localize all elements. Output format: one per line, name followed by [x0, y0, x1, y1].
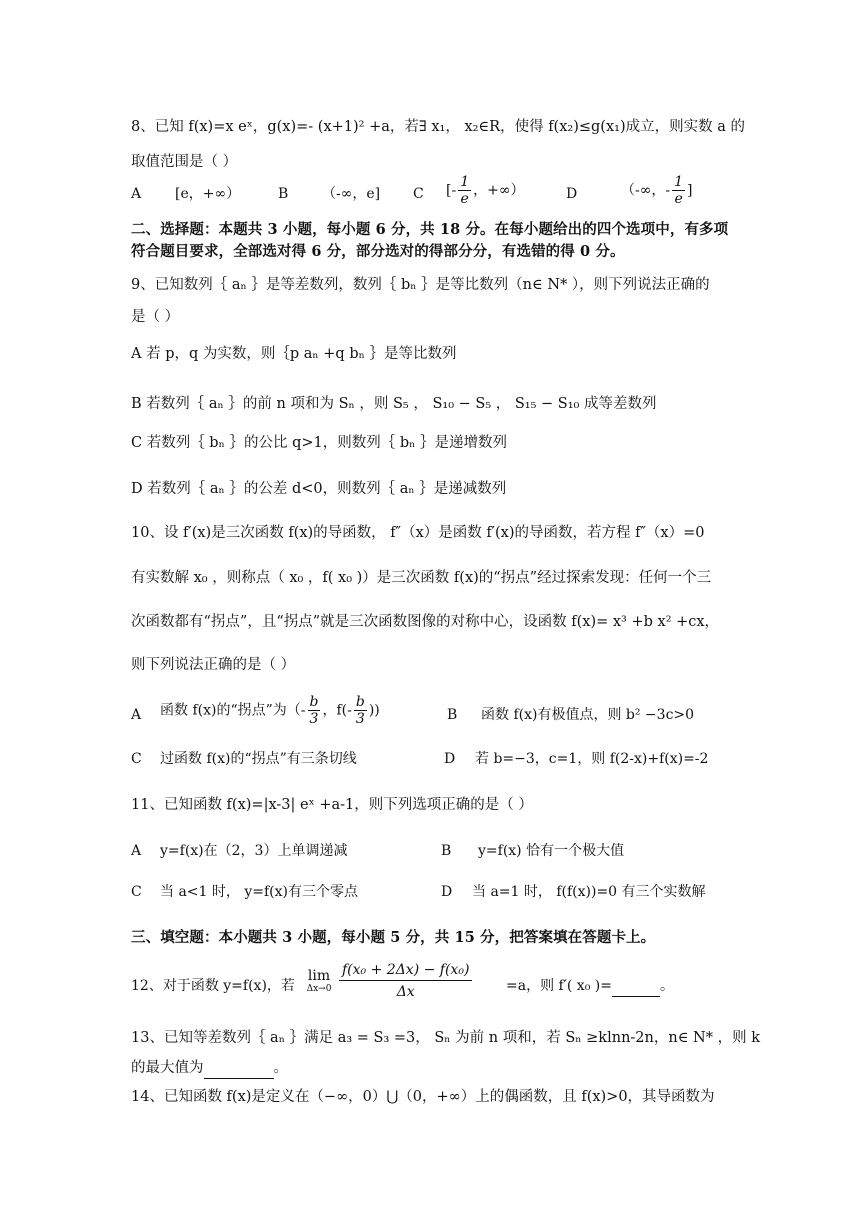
- q14-line-1: 14、已知函数 f(x)是定义在（−∞，0）⋃（0，+∞）上的偶函数，且 f(x)>0，其导函数为: [131, 1089, 715, 1105]
- q11-option-d: 当 a=1 时， f(f(x))=0 有三个实数解: [472, 884, 706, 900]
- fraction: $\frac{1}{e}$: [460, 174, 470, 207]
- q9-line-2: 是（ ）: [131, 309, 180, 325]
- q8-option-b-label: B: [278, 186, 289, 202]
- q10-line-2: 有实数解 x₀ ，则称点（ x₀ ，f( x₀ )）是三次函数 f(x)的“拐点”经过探索发现：任何一个三: [131, 570, 712, 586]
- q10-option-d-label: D: [444, 751, 456, 767]
- q8-option-b: （-∞，e]: [322, 186, 381, 202]
- q8-option-c-label: C: [413, 186, 424, 202]
- q12-suffix: =a，则 f′( x₀ )= 。: [506, 976, 674, 997]
- q11-option-a-label: A: [131, 843, 142, 859]
- q10-line-3: 次函数都有“拐点”，且“拐点”就是三次函数图像的对称中心，设函数 f(x)= x³ +b x² +cx，: [131, 614, 720, 630]
- answer-blank: [204, 1058, 274, 1079]
- q12-difference-quotient: f(x₀ + 2Δx) − f(x₀) Δx: [339, 960, 472, 1003]
- q10-option-a-label: A: [131, 707, 142, 723]
- fraction: $\frac{b}{3}$: [309, 694, 319, 727]
- q11-option-a: y=f(x)在（2，3）上单调递减: [160, 843, 348, 859]
- q9-line-1: 9、已知数列｛ aₙ ｝是等差数列，数列｛ bₙ ｝是等比数列（n∈ N* ），则下列说法正确的: [131, 277, 710, 293]
- fraction: $\frac{b}{3}$: [355, 694, 365, 727]
- q11-option-d-label: D: [441, 884, 453, 900]
- q9-option-b: B 若数列｛ aₙ ｝的前 n 项和为 Sₙ ，则 S₅ ， S₁₀ − S₅ ， S₁₅ − S₁₀ 成等差数列: [131, 396, 657, 412]
- section-3-heading: 三、填空题：本小题共 3 小题，每小题 5 分，共 15 分，把答案填在答题卡上。: [131, 929, 656, 946]
- q12-prefix: 12、对于函数 y=f(x)，若: [131, 978, 295, 994]
- q10-option-c: 过函数 f(x)的“拐点”有三条切线: [160, 751, 357, 767]
- section-2-heading-line-1: 二、选择题：本题共 3 小题，每小题 6 分，共 18 分。在每小题给出的四个选项中，有多项: [131, 221, 729, 238]
- q11-option-c-label: C: [131, 884, 142, 900]
- q12-limit: lim Δx→0: [306, 968, 332, 994]
- q10-option-a: 函数 f(x)的“拐点”为（- $\frac{b}{3}$ ，f(- $\frac{b}{3}$ )): [160, 694, 380, 727]
- q8-option-c: [- $\frac{1}{e}$ ，+∞）: [446, 174, 525, 207]
- answer-blank: [612, 976, 660, 997]
- q9-option-d: D 若数列｛ aₙ ｝的公差 d<0，则数列｛ aₙ ｝是递减数列: [131, 481, 507, 497]
- q11-option-b: y=f(x) 恰有一个极大值: [478, 843, 625, 859]
- q11-option-b-label: B: [441, 843, 452, 859]
- q8-option-a-label: A: [131, 186, 142, 202]
- q8-option-d-label: D: [566, 186, 578, 202]
- q8-option-d: （-∞，- $\frac{1}{e}$ ]: [621, 174, 693, 207]
- q11-option-c: 当 a<1 时， y=f(x)有三个零点: [160, 884, 358, 900]
- q13-line-2: 的最大值为 。: [131, 1058, 288, 1079]
- q11-line-1: 11、已知函数 f(x)=|x-3| eˣ +a-1，则下列选项正确的是（ ）: [131, 797, 533, 813]
- q13-line-1: 13、已知等差数列｛ aₙ ｝满足 a₃ = S₃ =3， Sₙ 为前 n 项和，若 Sₙ ≥klnn-2n，n∈ N* ，则 k: [131, 1030, 760, 1046]
- q10-option-b-label: B: [447, 707, 458, 723]
- q9-option-a: A 若 p，q 为实数，则｛p aₙ +q bₙ ｝是等比数列: [131, 346, 457, 362]
- fraction: $\frac{1}{e}$: [674, 174, 684, 207]
- q10-option-d: 若 b=−3，c=1，则 f(2-x)+f(x)=-2: [475, 751, 709, 767]
- section-2-heading-line-2: 符合题目要求，全部选对得 6 分，部分选对的得部分分，有选错的得 0 分。: [131, 243, 625, 260]
- q10-option-c-label: C: [131, 751, 142, 767]
- q8-option-a: [e，+∞）: [175, 186, 241, 202]
- q8-line-1: 8、已知 f(x)=x eˣ，g(x)=- (x+1)² +a，若∃ x₁， x₂∈R，使得 f(x₂)≤g(x₁)成立，则实数 a 的: [131, 119, 745, 135]
- q9-option-c: C 若数列｛ bₙ ｝的公比 q>1，则数列｛ bₙ ｝是递增数列: [131, 435, 508, 451]
- q8-line-2: 取值范围是（ ）: [131, 154, 238, 170]
- q10-line-4: 则下列说法正确的是（ ）: [131, 657, 296, 673]
- q10-line-1: 10、设 f′(x)是三次函数 f(x)的导函数， f″（x）是函数 f′(x)的导函数，若方程 f″（x）=0: [131, 525, 705, 541]
- q10-option-b: 函数 f(x)有极值点，则 b² −3c>0: [481, 707, 695, 723]
